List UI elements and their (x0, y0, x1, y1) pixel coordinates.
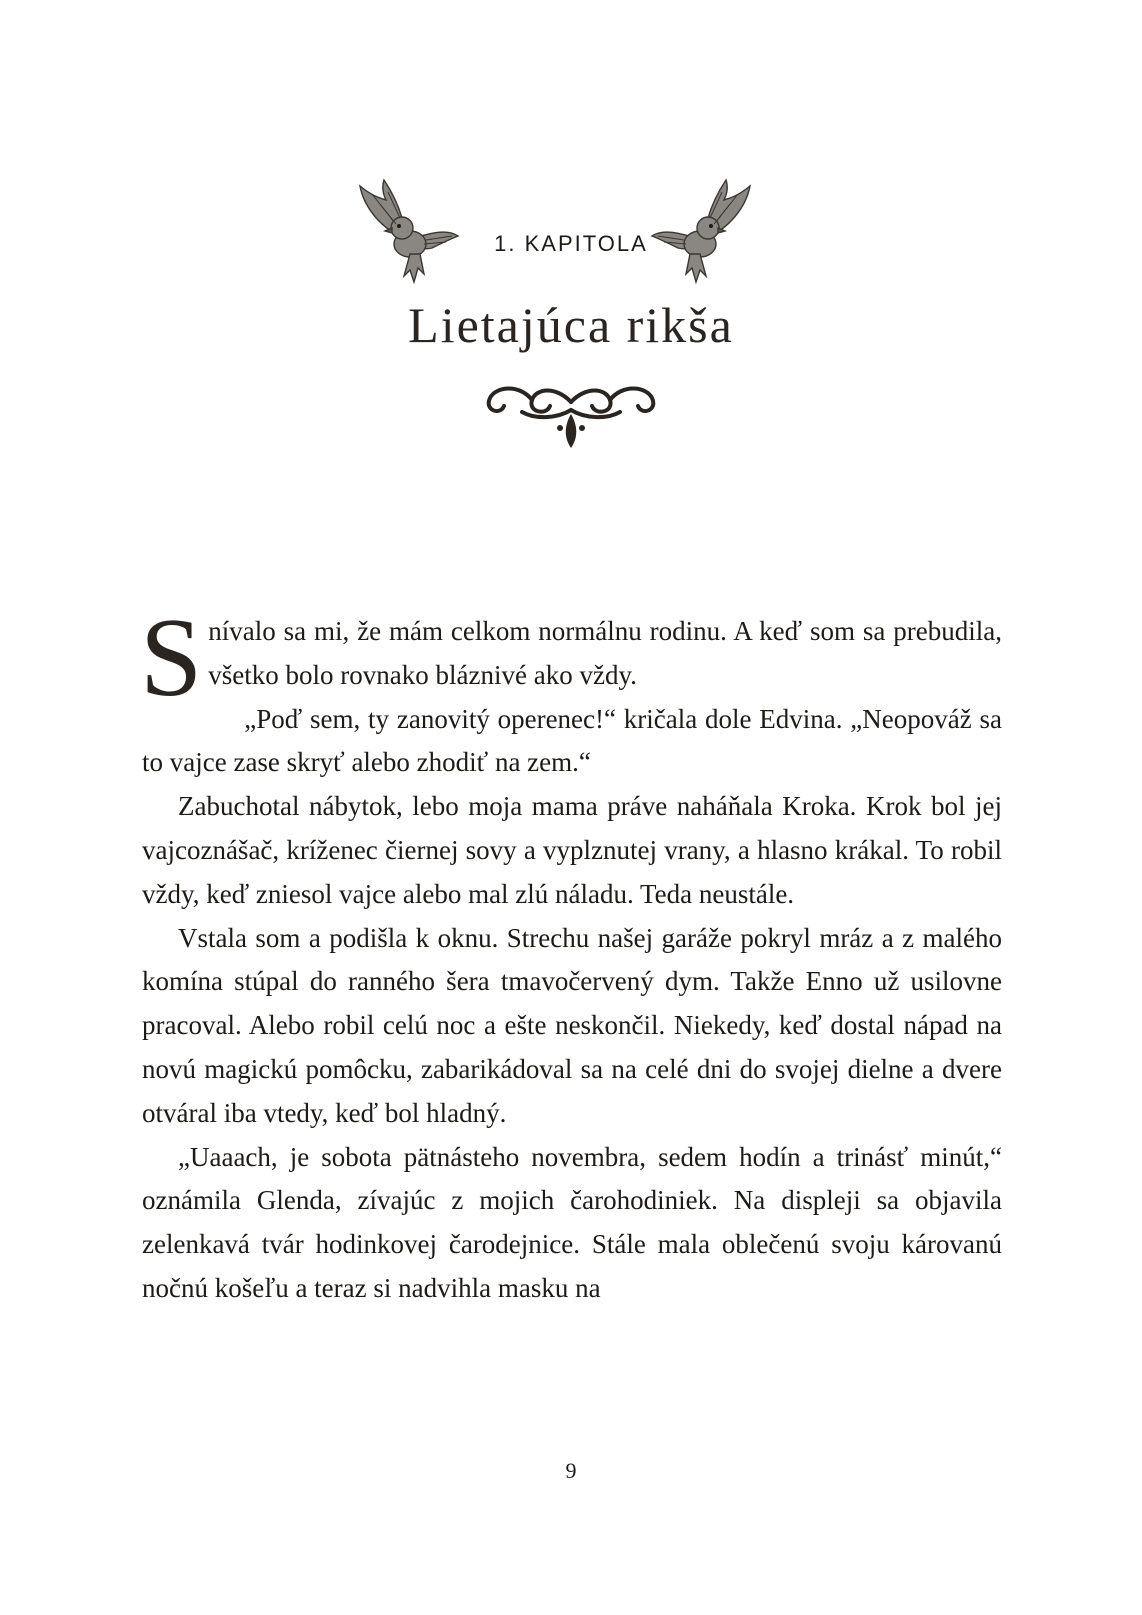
chapter-label: 1. KAPITOLA (494, 231, 648, 256)
paragraph: „Uaaach, je sobota pätnásteho novembra, sedem hodín a trinásť minút,“ oznámila Glenda, zívajúc z mojich čarohodiniek. Na displeji sa objavila zelenkavá tvár hodinkovej čarodejnice. Stále mala oblečenú svoju károvanú nočnú košeľu a teraz si nadvihla masku na (142, 1141, 1002, 1303)
bird-icon (648, 178, 758, 288)
drop-cap: S (140, 596, 203, 720)
paragraph: Vstala som a podišla k oknu. Strechu našej garáže pokryl mráz a z malého komína stúpal do ranného šera tmavočervený dym. Takže Enno už usilovne pracoval. Alebo robil celú noc a ešte neskončil. Niekedy, keď dostal nápad na novú magickú pomôcku, zabarikádoval sa na celé dni do svojej dielne a dvere otváral iba vtedy, keď bol hladný. (142, 922, 1002, 1128)
flourish-ornament-icon (476, 380, 666, 452)
paragraph: „Poď sem, ty zanovitý operenec!“ kričala dole Edvina. „Neopováž sa to vajce zase skryť alebo zhodiť na zem.“ (142, 703, 1002, 778)
paragraph: Snívalo sa mi, že mám celkom normálnu rodinu. A keď som sa prebudila, všetko bolo rovnako bláznivé ako vždy. (140, 596, 1002, 720)
chapter-title: Lietajúca rikša (408, 297, 734, 353)
paragraph: Zabuchotal nábytok, lebo moja mama práve naháňala Kroka. Krok bol jej vajcoznášač, kríženec čiernej sovy a vyplznutej vrany, a hlasno krákal. To robil vždy, keď zniesol vajce alebo mal zlú náladu. Teda neustále. (142, 791, 1002, 909)
page-number: 9 (565, 1458, 577, 1483)
body-text (140, 596, 1002, 1311)
